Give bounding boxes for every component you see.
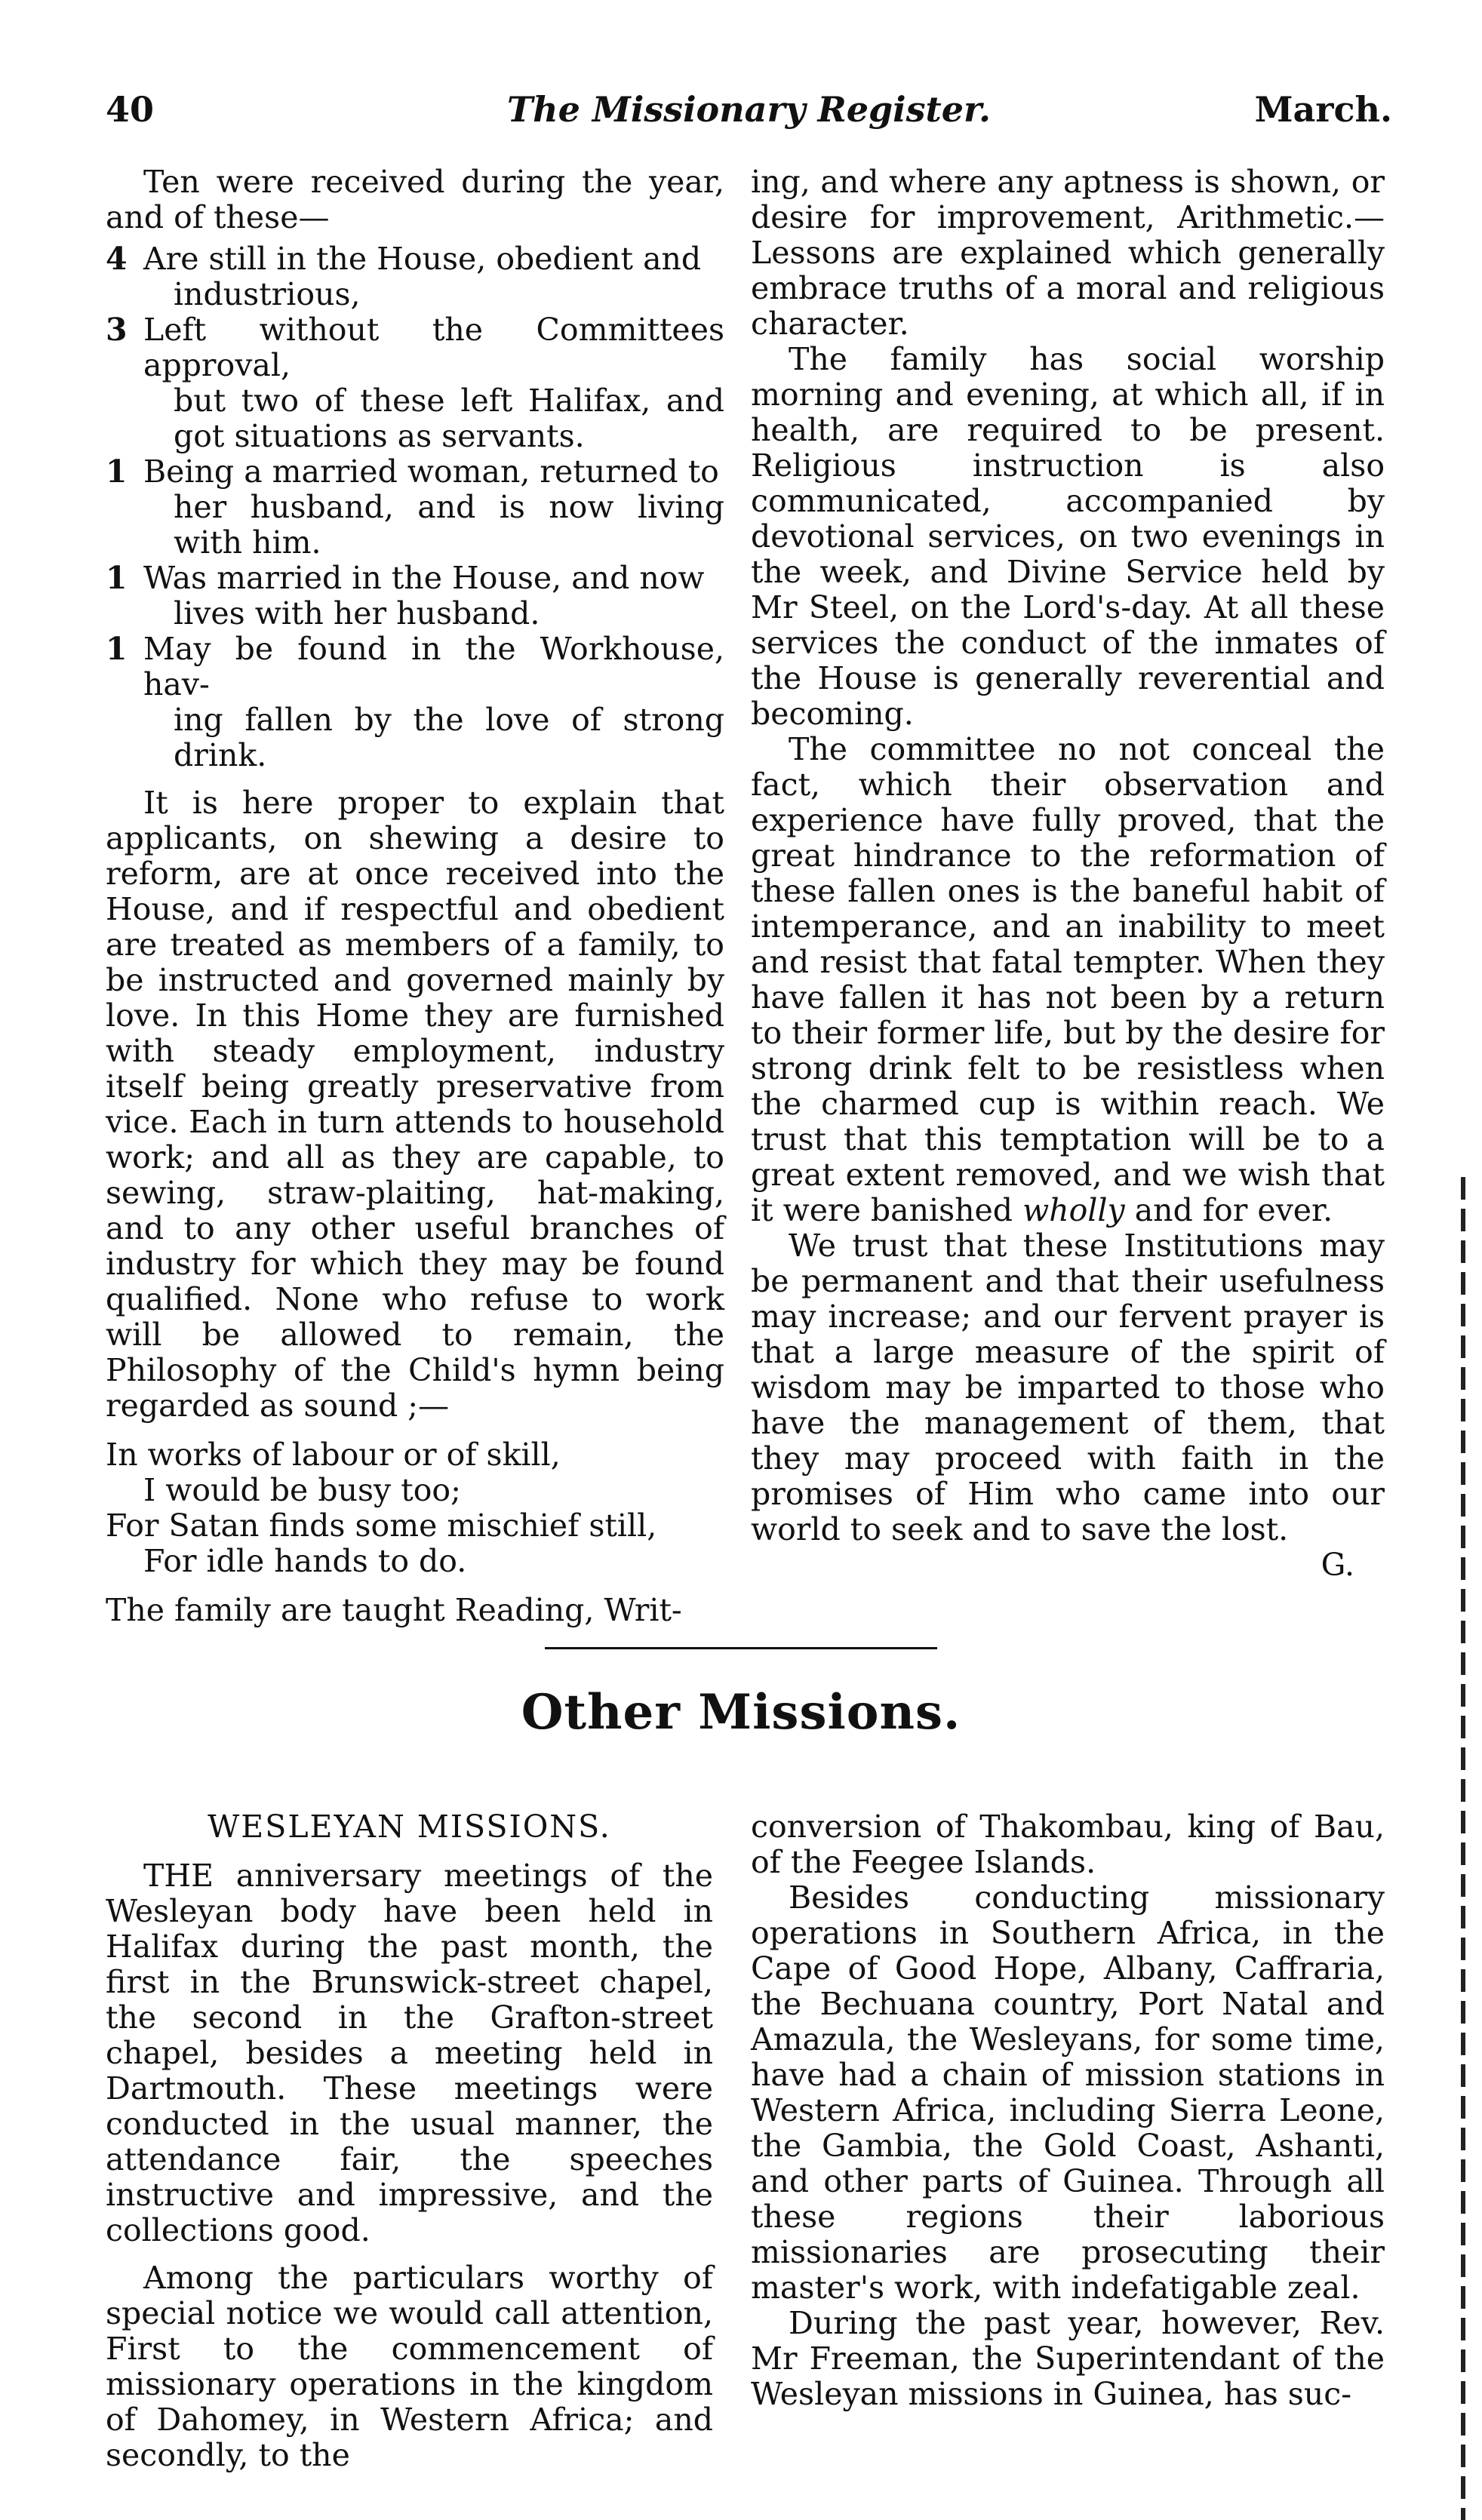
list-text-continued: her husband, and is now living with him. <box>174 489 724 561</box>
column-left-bottom <box>106 1809 713 2473</box>
author-signature: G. <box>1321 1547 1354 1583</box>
body-paragraph: It is here proper to explain that applicants, on shewing a desire to reform, are at once received into the House, and if respectful and obedient are treated as members of a family, to be instructed and governed mainly by love. In this Home they are furnished with steady employment, industry itself being greatly preservative from vice. Each in turn attends to household work; and all as they are capable, to sewing, straw-plaiting, hat-making, and to any other useful branches of industry for which they may be found qualified. None who refuse to work will be allowed to remain, the Philosophy of the Child's hymn being regarded as sound ;— <box>106 785 724 1424</box>
intro-paragraph: Ten were received during the year, and of these— <box>106 164 724 235</box>
list-text-continued: industrious, <box>174 276 361 312</box>
list-text: Was married in the House, and now <box>143 560 705 596</box>
body-paragraph: THE anniversary meetings of the Wesleyan body have been held in Halifax during the past month, the first in the Brunswick-street chapel, the second in the Grafton-street chapel, besides a meeting held in Dartmouth. These meetings were conducted in the usual manner, the attendance fair, the speeches instructive and impressive, and the collections good. <box>106 1858 713 2248</box>
column-left-top <box>106 164 724 1628</box>
list-number: 4 <box>106 241 128 277</box>
article-heading: WESLEYAN MISSIONS. <box>208 1809 611 1845</box>
body-paragraph: Among the particulars worthy of special notice we would call attention, First to the commencement of missionary operations in the kingdom of Dahomey, in Western Africa; and secondly, to the <box>106 2260 713 2473</box>
paragraph-text: We trust that these Institutions may be permanent and that their usefulness may increase; and our fervent prayer is that a large measure of the spirit of wisdom may be imparted to those who have the management of them, that they may proceed with faith in the promises of Him who came into our world to seek and to save the lost. <box>751 1228 1385 1547</box>
column-right-top <box>751 164 1385 1583</box>
issue-month: March. <box>1254 89 1392 130</box>
emphasis-text: wholly <box>1022 1192 1125 1228</box>
body-paragraph <box>751 1228 1385 1583</box>
paragraph-text-end: and for ever. <box>1134 1192 1333 1228</box>
section-title: Other Missions. <box>521 1684 961 1741</box>
list-item <box>106 312 724 454</box>
column-right-bottom <box>751 1809 1385 2412</box>
list-item <box>106 241 724 312</box>
list-text-continued: ing fallen by the love of strong drink. <box>174 702 724 773</box>
list-number: 3 <box>106 312 128 348</box>
hymn-verse <box>106 1437 724 1579</box>
list-number: 1 <box>106 560 128 596</box>
list-item <box>106 632 724 773</box>
list-item <box>106 454 724 561</box>
verse-line: I would be busy too; <box>143 1472 461 1508</box>
section-divider <box>545 1647 937 1649</box>
running-head <box>106 89 1392 142</box>
body-paragraph: Besides conducting missionary operations in Southern Africa, in the Cape of Good Hope, Albany, Caffraria, the Bechuana country, Port Natal and Amazula, the Wesleyans, for some time, have had a chain of mission stations in Western Africa, including Sierra Leone, the Gambia, the Gold Coast, Ashanti, and other parts of Guinea. Through all these regions their laborious missionaries are prosecuting their master's work, with indefatigable zeal. <box>751 1879 1385 2306</box>
list-text: Being a married woman, returned to <box>143 453 719 490</box>
list-text: Left without the Committees approval, <box>143 312 724 383</box>
body-paragraph: ing, and where any aptness is shown, or desire for improvement, Arithmetic.—Lessons are explained which generally embrace truths of a moral and religious character. <box>751 164 1385 342</box>
body-paragraph <box>751 732 1385 1228</box>
verse-line: For idle hands to do. <box>143 1543 467 1579</box>
list-text: Are still in the House, obedient and <box>143 241 702 277</box>
verse-line: For Satan finds some mischief still, <box>106 1507 657 1544</box>
verse-line: In works of labour or of skill, <box>106 1437 561 1473</box>
list-text-continued: but two of these left Halifax, and got situations as servants. <box>174 383 724 454</box>
body-paragraph: conversion of Thakombau, king of Bau, of the Feegee Islands. <box>751 1809 1385 1880</box>
body-paragraph: During the past year, however, Rev. Mr Freeman, the Superintendant of the Wesleyan missions in Guinea, has suc- <box>751 2305 1385 2412</box>
page-number: 40 <box>106 89 155 130</box>
list-text-continued: lives with her husband. <box>174 595 540 632</box>
list-number: 1 <box>106 453 128 490</box>
body-paragraph: The family are taught Reading, Writ- <box>106 1592 682 1628</box>
list-text: May be found in the Workhouse, hav- <box>143 631 724 702</box>
list-number: 1 <box>106 631 128 667</box>
journal-title: The Missionary Register. <box>506 89 992 130</box>
paragraph-text: The committee no not conceal the fact, which their observation and experience have fully proved, that the great hindrance to the reformation of these fallen ones is the baneful habit of intemperance, and an inability to meet and resist that fatal tempter. When they have fallen it has not been by a return to their former life, but by the desire for strong drink felt to be resistless when the charmed cup is within reach. We trust that this temptation will be to a great extent removed, and we wish that it were banished <box>751 731 1385 1228</box>
page-edge-mark <box>1461 1177 1465 2520</box>
body-paragraph: The family has social worship morning and evening, at which all, if in health, are required to be present. Religious instruction is also communicated, accompanied by devotional services, on two evenings in the week, and Divine Service held by Mr Steel, on the Lord's-day. At all these services the conduct of the inmates of the House is generally reverential and becoming. <box>751 341 1385 732</box>
list-item <box>106 561 724 632</box>
